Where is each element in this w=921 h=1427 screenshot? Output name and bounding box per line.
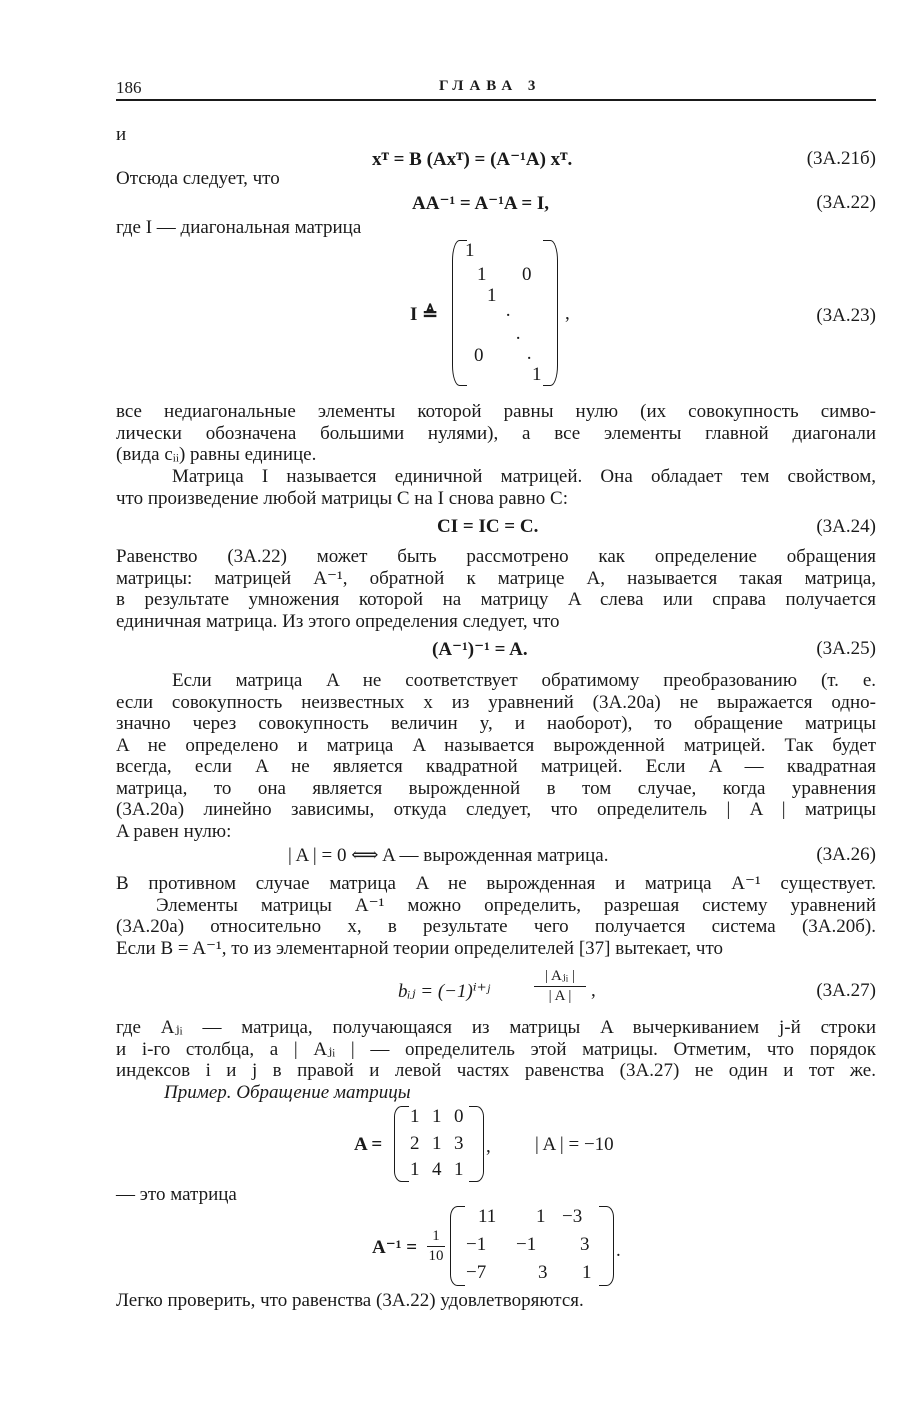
right-paren [469, 1106, 484, 1182]
matrix-cell: · [526, 348, 533, 369]
equation-number-3a24: (3A.24) [816, 516, 876, 537]
matrix-cell: −1 [466, 1234, 487, 1255]
matrix-cell: 1 [432, 1133, 442, 1154]
text-line: (вида cᵢᵢ) равны единице. [116, 444, 317, 465]
text-line: Если матрица A не соответствует обратимому преобразованию (т. е. [172, 670, 876, 691]
matrix-cell: 1 [487, 285, 497, 306]
matrix-cell: 3 [454, 1133, 464, 1154]
hence-text: Отсюда следует, что [116, 168, 280, 189]
paragraph-inverse-elements [116, 873, 876, 959]
right-paren [599, 1206, 614, 1286]
identity-matrix [452, 240, 558, 386]
this-is-text: — это матрица [116, 1184, 237, 1205]
paragraph-degenerate [116, 670, 876, 842]
fraction-bar [534, 986, 586, 987]
text-line: все недиагональные элементы которой равны нулю (их совокупность симво- [116, 401, 876, 422]
inverse-scale-fraction [427, 1228, 445, 1265]
paragraph-diagonal [116, 401, 876, 466]
equation-number-3a22: (3A.22) [816, 192, 876, 213]
example-intro: Пример. Обращение матрицы [164, 1082, 411, 1103]
matrix-cell: 1 [432, 1106, 442, 1127]
text-line: A равен нулю: [116, 820, 232, 842]
matrix-cell: 1 [454, 1159, 464, 1180]
matrix-cell: 3 [580, 1234, 590, 1255]
matrix-a-comma: , [486, 1136, 491, 1157]
inverse-lhs: A⁻¹ = [372, 1237, 418, 1258]
inverse-period: . [616, 1240, 621, 1261]
text-line: Матрица I называется единичной матрицей. Она обладает тем свойством, [172, 466, 876, 487]
text-line: всегда, если A не является квадратной матрицей. Если A — квадратная [116, 756, 876, 777]
matrix-cell: 1 [410, 1159, 420, 1180]
matrix-cell: 0 [522, 264, 532, 285]
equation-3a24: CI = IC = C. [437, 516, 539, 537]
equation-3a27-lhs: bᵢⱼ = (−1)ⁱ⁺ʲ [398, 981, 490, 1002]
matrix-cell: −1 [516, 1234, 537, 1255]
matrix-cell: · [505, 305, 512, 326]
matrix-cell: 1 [465, 240, 475, 261]
text-line: В противном случае матрица A не вырожденная и матрица A⁻¹ существует. [116, 873, 876, 894]
identity-comma: , [565, 303, 570, 324]
matrix-cell: 1 [582, 1262, 592, 1283]
text-line: где Aⱼᵢ — матрица, получающаяся из матрицы A вычеркиванием j-й строки [116, 1017, 876, 1038]
matrix-cell: 3 [538, 1262, 548, 1283]
text-line: и i-го столбца, а | Aⱼᵢ | — определитель этой матрицы. Отметим, что порядок [116, 1038, 876, 1060]
equation-number-3a21b: (3A.21б) [806, 148, 876, 169]
text-line: если совокупность неизвестных x из уравнений (3A.20a) не выражается одно- [116, 691, 876, 713]
text-line: индексов i и j в правой и левой частях равенства (3A.27) не один и тот же. [116, 1060, 876, 1081]
matrix-cell: 4 [432, 1159, 442, 1180]
text-line: лически обозначена большими нулями), а все элементы главной диагонали [116, 422, 876, 444]
fraction-bar [427, 1246, 445, 1247]
equation-3a22: AA⁻¹ = A⁻¹A = I, [412, 193, 550, 214]
text-line: Элементы матрицы A⁻¹ можно определить, разрешая систему уравнений [156, 894, 876, 916]
equation-number-3a25: (3A.25) [816, 638, 876, 659]
chapter-title: ГЛАВА 3 [439, 78, 542, 94]
matrix-cell: 1 [536, 1206, 546, 1227]
text-line: Равенство (3A.22) может быть рассмотрено как определение обращения [116, 546, 876, 567]
equation-number-3a23: (3A.23) [816, 305, 876, 326]
matrix-cell: · [515, 328, 522, 349]
text-line: матрица, то она является вырожденной в том случае, когда уравнения [116, 777, 876, 799]
matrix-cell: −7 [466, 1262, 487, 1283]
fraction-numerator: | Aⱼᵢ | [545, 968, 575, 984]
text-line: в результате умножения которой на матрицу A слева или справа получается [116, 589, 876, 610]
equation-3a25: (A⁻¹)⁻¹ = A. [432, 639, 528, 660]
text-line: значно через совокупность величин y, и наоборот), то обращение матрицы [116, 713, 876, 734]
matrix-cell: 1 [532, 364, 542, 385]
text-line: (3A.20a) относительно x, в результате чего получается система (3A.20б). [116, 916, 876, 937]
matrix-cell: 0 [454, 1106, 464, 1127]
matrix-cell: −3 [562, 1206, 583, 1227]
equation-number-3a27: (3A.27) [816, 980, 876, 1001]
paragraph-cofactor [116, 1017, 876, 1082]
equation-number-3a26: (3A.26) [816, 844, 876, 865]
equation-3a21b: xᵀ = B (Axᵀ) = (A⁻¹A) xᵀ. [372, 149, 573, 170]
page-number: 186 [116, 78, 142, 97]
and-word: и [116, 124, 127, 145]
left-paren [394, 1106, 409, 1182]
text-line: единичная матрица. Из этого определения следует, что [116, 610, 560, 632]
determinant-value: | A | = −10 [535, 1134, 614, 1155]
matrix-cell: 0 [474, 345, 484, 366]
check-text: Легко проверить, что равенства (3A.22) удовлетворяются. [116, 1290, 584, 1311]
matrix-a [394, 1106, 484, 1182]
equation-3a27-fraction [534, 966, 586, 1005]
left-paren [450, 1206, 465, 1286]
matrix-a-inverse [450, 1206, 614, 1286]
text-line: что произведение любой матрицы C на I снова равно C: [116, 487, 568, 509]
matrix-cell: 1 [410, 1106, 420, 1127]
equation-3a27-tail: , [591, 980, 596, 1001]
identity-lhs: I ≜ [410, 304, 439, 325]
text-line: Если B = A⁻¹, то из элементарной теории определителей [37] вытекает, что [116, 937, 724, 959]
paragraph-inverse-definition [116, 546, 876, 632]
fraction-numerator: 1 [432, 1228, 440, 1244]
header-rule [116, 99, 876, 101]
text-line: A не определено и матрица A называется вырожденной матрицей. Так будет [116, 734, 876, 756]
matrix-cell: 1 [477, 264, 487, 285]
fraction-denominator: 10 [428, 1248, 444, 1264]
matrix-a-lhs: A = [354, 1134, 383, 1155]
matrix-cell: 11 [478, 1206, 497, 1227]
text-line: (3A.20a) линейно зависимы, откуда следует, что определитель | A | матрицы [116, 799, 876, 820]
fraction-denominator: | A | [548, 988, 572, 1004]
matrix-cell: 2 [410, 1133, 420, 1154]
right-paren [543, 240, 558, 386]
text-line: матрицы: матрицей A⁻¹, обратной к матрице A, называется такая матрица, [116, 567, 876, 589]
paragraph-unit-matrix [116, 466, 876, 509]
where-text: где I — диагональная матрица [116, 217, 362, 238]
equation-3a26: | A | = 0 ⟺ A — вырожденная матрица. [288, 845, 609, 866]
